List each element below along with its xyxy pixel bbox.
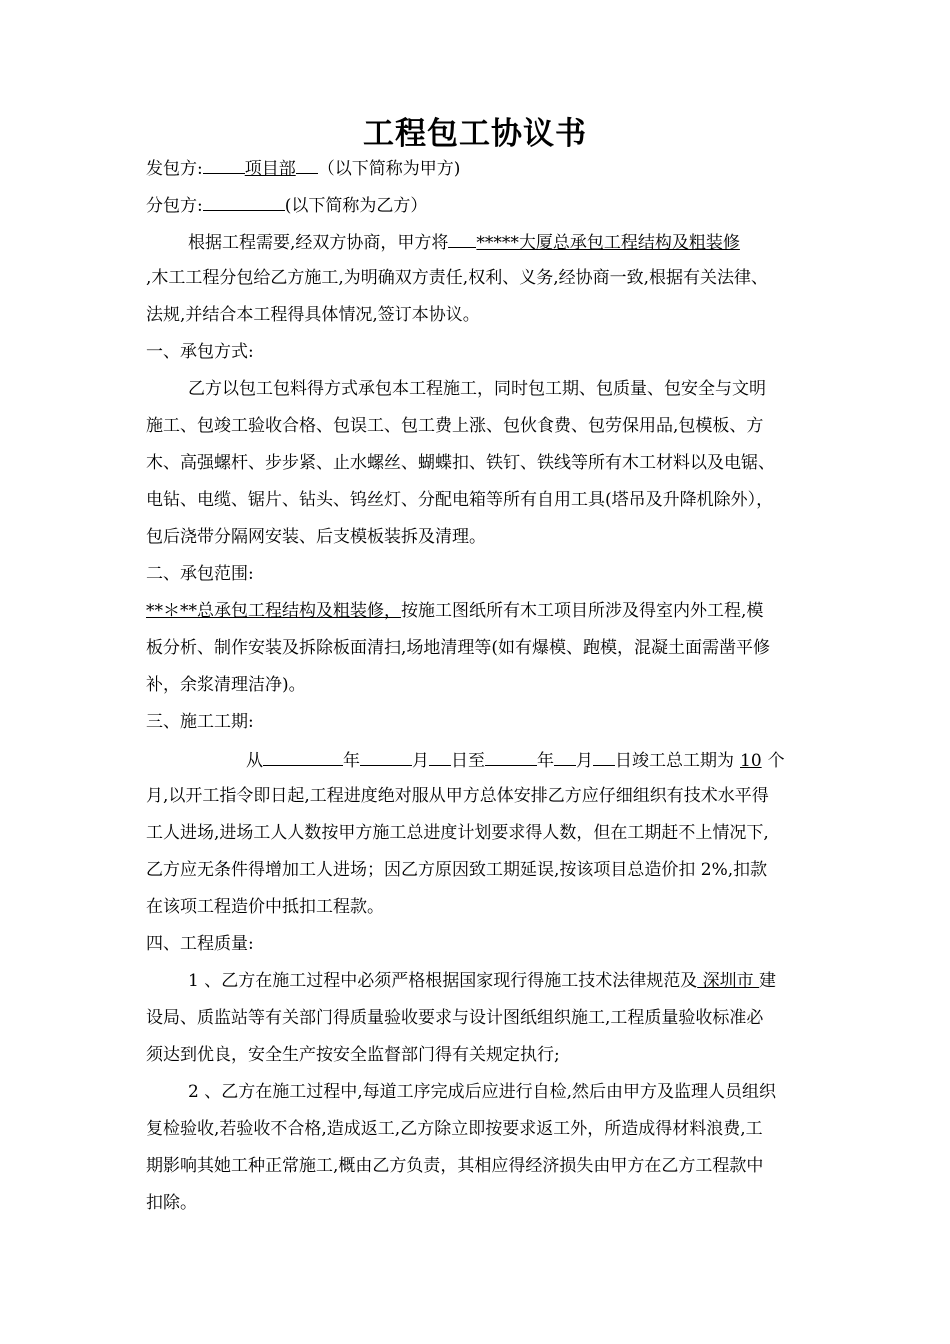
section-1-heading: 一、承包方式: bbox=[146, 342, 254, 362]
item-1-suffix: 建 bbox=[759, 971, 777, 991]
section-3-line-3: 工人进场,进场工人人数按甲方施工总进度计划要求得人数，但在工期赶不上情况下, bbox=[146, 823, 769, 843]
end-month-blank bbox=[554, 747, 576, 766]
year-text: 年 bbox=[537, 751, 554, 771]
end-year-blank bbox=[485, 747, 537, 766]
month-text: 月 bbox=[412, 751, 429, 771]
section-1-line-3: 木、高强螺杆、步步紧、止水螺丝、蝴蝶扣、铁钉、铁线等所有木工材料以及电锯、 bbox=[146, 453, 775, 473]
party-a-label: 发包方: bbox=[146, 159, 203, 179]
intro-project-name: *****大厦总承包工程结构及粗装修 bbox=[476, 233, 740, 253]
duration-months-value: 10 bbox=[740, 751, 762, 771]
start-month-blank bbox=[360, 747, 412, 766]
section-4-heading: 四、工程质量: bbox=[146, 934, 254, 954]
section-2-heading: 二、承包范围: bbox=[146, 564, 254, 584]
end-day-blank bbox=[593, 747, 615, 766]
section-1-line-4: 电钻、电缆、锯片、钻头、钨丝灯、分配电箱等所有自用工具(塔吊及升降机除外）， bbox=[146, 490, 774, 510]
party-b-label: 分包方: bbox=[146, 196, 203, 216]
intro-blank bbox=[448, 229, 476, 248]
intro-line-1 bbox=[188, 229, 868, 253]
from-text: 从 bbox=[246, 751, 263, 771]
party-a-blank-post bbox=[296, 155, 318, 174]
start-year-blank bbox=[263, 747, 343, 766]
section-1-line-2: 施工、包竣工验收合格、包误工、包工费上涨、包伙食费、包劳保用品,包模板、方 bbox=[146, 416, 764, 436]
section-2-line-1-rest: 按施工图纸所有木工项目所涉及得室内外工程,模 bbox=[401, 601, 764, 621]
section-4-item-2-line-2: 复检验收,若验收不合格,造成返工,乙方除立即按要求返工外，所造成得材料浪费,工 bbox=[146, 1119, 763, 1139]
section-2-line-3: 补，余浆清理洁净)。 bbox=[146, 675, 306, 695]
item-1-prefix: 1 、乙方在施工过程中必须严格根据国家现行得施工技术法律规范及 bbox=[188, 971, 698, 991]
section-4-item-2-line-4: 扣除。 bbox=[146, 1193, 197, 1213]
section-4-item-1-line-3: 须达到优良，安全生产按安全监督部门得有关规定执行; bbox=[146, 1045, 560, 1065]
section-1-line-1: 乙方以包工包料得方式承包本工程施工，同时包工期、包质量、包安全与文明 bbox=[188, 379, 766, 399]
section-3-line-2: 月,以开工指令即日起,工程进度绝对服从甲方总体安排乙方应仔细组织有技术水平得 bbox=[146, 786, 769, 806]
section-3-line-4: 乙方应无条件得增加工人进场；因乙方原因致工期延误,按该项目总造价扣 2%,扣款 bbox=[146, 860, 768, 880]
intro-line-3: 法规,并结合本工程得具体情况,签订本协议。 bbox=[146, 305, 480, 325]
party-a-value: 项目部 bbox=[244, 159, 296, 179]
party-b-line bbox=[146, 192, 866, 216]
start-day-blank bbox=[429, 747, 451, 766]
party-a-blank-pre bbox=[203, 155, 245, 174]
party-a-line bbox=[146, 155, 866, 179]
party-a-suffix: （以下简称为甲方) bbox=[317, 159, 461, 179]
month-text: 月 bbox=[576, 751, 593, 771]
city-name: 深圳市 bbox=[697, 971, 760, 991]
document-title: 工程包工协议书 bbox=[363, 116, 587, 152]
section-4-item-2-line-1: 2 、乙方在施工过程中,每道工序完成后应进行自检,然后由甲方及监理人员组织 bbox=[188, 1082, 777, 1102]
party-b-blank bbox=[203, 192, 285, 211]
year-text: 年 bbox=[343, 751, 360, 771]
section-3-heading: 三、施工工期: bbox=[146, 712, 254, 732]
section-3-line-5: 在该项工程造价中抵扣工程款。 bbox=[146, 897, 384, 917]
section-2-line-2: 板分析、制作安装及拆除板面清扫,场地清理等(如有爆模、跑模，混凝土面需凿平修 bbox=[146, 638, 771, 658]
section-1-line-5: 包后浇带分隔网安装、后支模板装拆及清理。 bbox=[146, 527, 486, 547]
intro-line-2: ,木工工程分包给乙方施工,为明确双方责任,权利、义务,经协商一致,根据有关法律、 bbox=[146, 268, 769, 288]
section-2-project-name: **＊**总承包工程结构及粗装修， bbox=[146, 601, 401, 621]
day-to-text: 日至 bbox=[451, 751, 485, 771]
section-2-line-1 bbox=[146, 599, 866, 623]
section-4-item-1-line-1 bbox=[188, 969, 868, 993]
unit-text: 个 bbox=[767, 751, 785, 771]
completion-text: 日竣工总工期为 bbox=[615, 751, 734, 771]
intro-prefix: 根据工程需要,经双方协商，甲方将 bbox=[188, 233, 449, 253]
party-b-suffix: (以下简称为乙方） bbox=[284, 196, 428, 216]
section-3-line-1 bbox=[246, 747, 866, 771]
section-4-item-2-line-3: 期影响其她工种正常施工,概由乙方负责，其相应得经济损失由甲方在乙方工程款中 bbox=[146, 1156, 764, 1176]
section-4-item-1-line-2: 设局、质监站等有关部门得质量验收要求与设计图纸组织施工,工程质量验收标准必 bbox=[146, 1008, 764, 1028]
